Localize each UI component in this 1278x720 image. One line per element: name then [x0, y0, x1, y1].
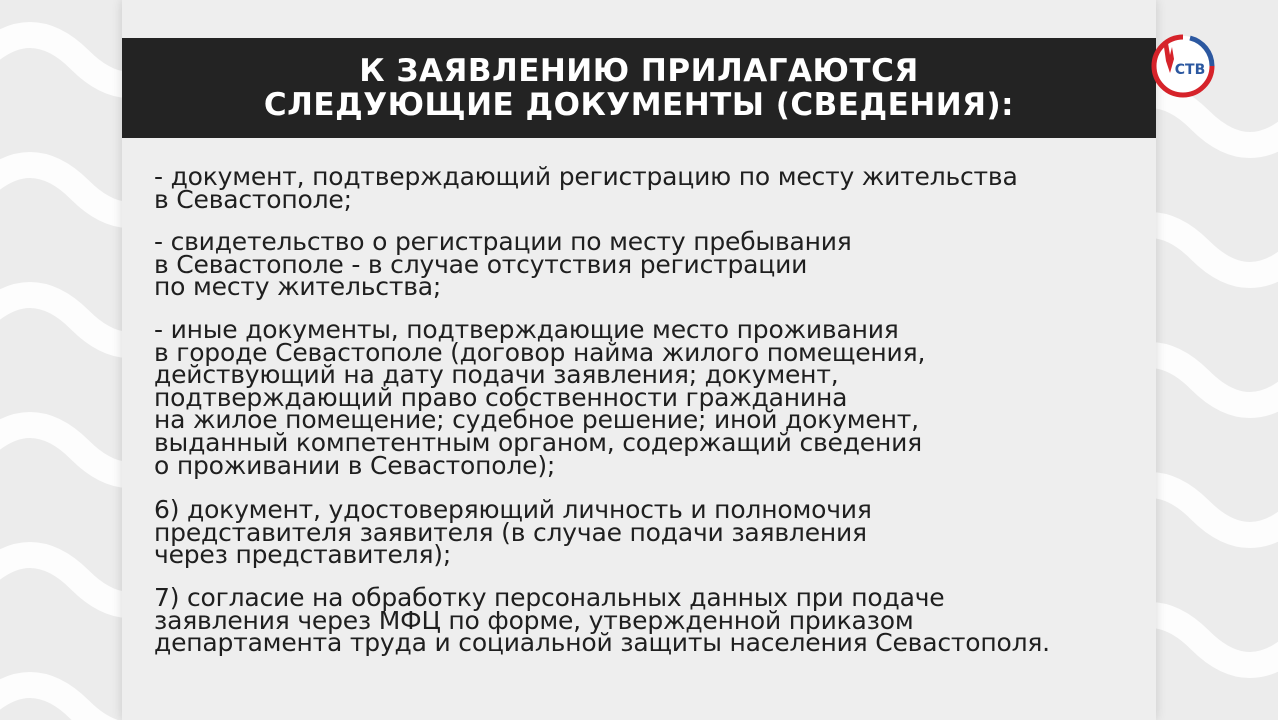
list-item-line: - иные документы, подтверждающие место проживания: [154, 314, 899, 344]
list-item-stay-certificate: [154, 227, 1144, 302]
list-item-line: выданный компетентным органом, содержащий сведения: [154, 427, 923, 457]
title-banner: [122, 38, 1156, 138]
list-item-line: в городе Севастополе (договор найма жилого помещения,: [154, 337, 926, 367]
list-item-line: 6) документ, удостоверяющий личность и полномочия: [154, 495, 872, 525]
stv-channel-logo-icon: [1150, 33, 1216, 99]
list-item-line: в Севастополе - в случае отсутствия регистрации: [154, 249, 808, 279]
list-item-line: на жилое помещение; судебное решение; иной документ,: [154, 405, 919, 435]
list-item-line: подтверждающий право собственности гражданина: [154, 382, 848, 412]
list-item-other-documents: [154, 314, 1144, 480]
list-item-line: о проживании в Севастополе);: [154, 450, 556, 480]
title-line-1: К ЗАЯВЛЕНИЮ ПРИЛАГАЮТСЯ: [359, 53, 919, 89]
list-item-line: представителя заявителя (в случае подачи заявления: [154, 517, 867, 547]
list-item-registration: [154, 162, 1144, 214]
info-card: [122, 0, 1156, 720]
list-item-data-consent: [154, 582, 1144, 658]
title-line-2: СЛЕДУЮЩИЕ ДОКУМЕНТЫ (СВЕДЕНИЯ):: [263, 87, 1015, 123]
list-item-line: департамента труда и социальной защиты населения Севастополя.: [154, 628, 1050, 658]
documents-list: [154, 162, 1144, 675]
list-item-line: в Севастополе;: [154, 184, 352, 214]
logo-text: СТВ: [1174, 62, 1206, 78]
list-item-line: через представителя);: [154, 540, 452, 570]
list-item-representative-id: [154, 495, 1144, 570]
list-item-line: по месту жительства;: [154, 272, 442, 302]
list-item-line: заявления через МФЦ по форме, утвержденной приказом: [154, 605, 914, 635]
list-item-line: 7) согласие на обработку персональных данных при подаче: [154, 582, 945, 612]
list-item-line: - свидетельство о регистрации по месту пребывания: [154, 227, 852, 257]
list-item-line: действующий на дату подачи заявления; документ,: [154, 360, 839, 390]
list-item-line: - документ, подтверждающий регистрацию по месту жительства: [154, 162, 1018, 191]
